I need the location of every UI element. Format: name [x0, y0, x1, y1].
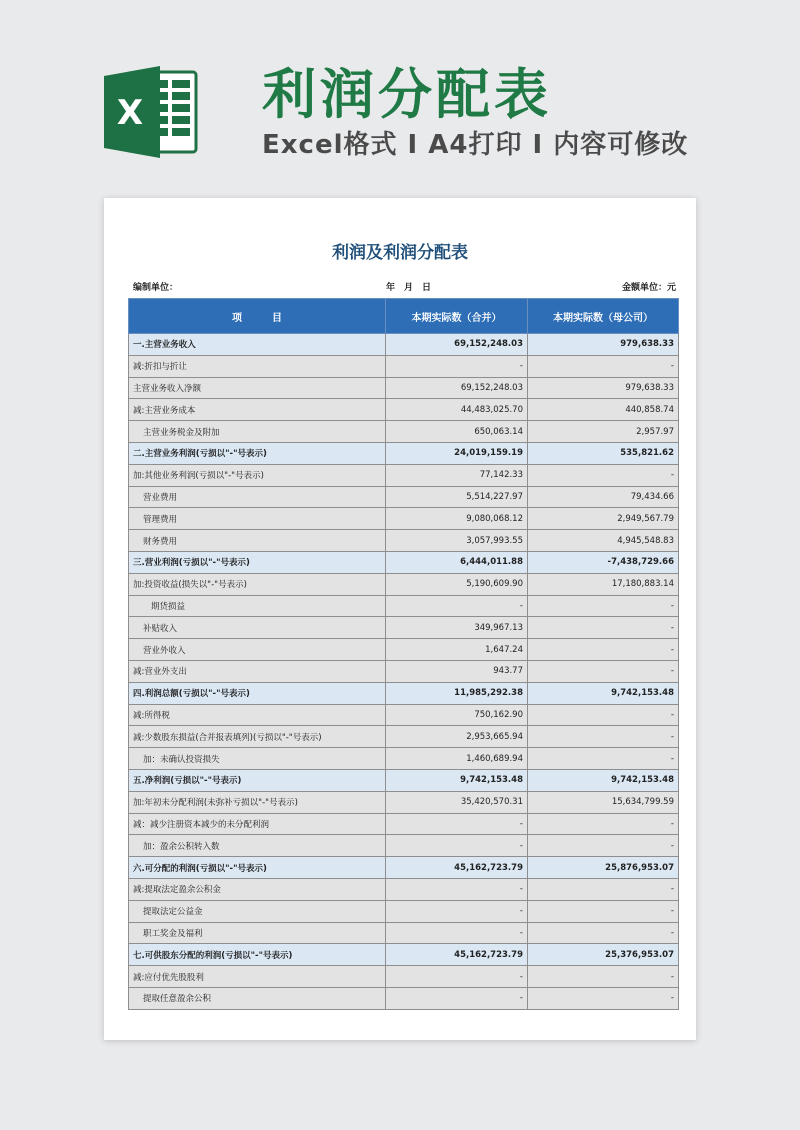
table-row	[129, 987, 679, 1009]
consolidated-value: 650,063.14	[386, 421, 528, 443]
parent-value: 979,638.33	[528, 334, 679, 356]
header-parent: 本期实际数（母公司）	[528, 299, 679, 334]
parent-value: -	[528, 813, 679, 835]
consolidated-value: 44,483,025.70	[386, 399, 528, 421]
table-row	[129, 966, 679, 988]
banner-title: 利润分配表	[262, 63, 552, 126]
parent-value: 25,376,953.07	[528, 944, 679, 966]
row-label: 减：减少注册资本减少的未分配利润	[129, 813, 386, 835]
row-label: 提取法定公益金	[129, 900, 386, 922]
parent-value: 535,821.62	[528, 442, 679, 464]
compiling-unit-label: 编制单位：	[133, 283, 179, 293]
row-label: 营业外收入	[129, 639, 386, 661]
row-label: 一.主营业务收入	[129, 334, 386, 356]
consolidated-value: 5,514,227.97	[386, 486, 528, 508]
row-label: 职工奖金及福利	[129, 922, 386, 944]
row-label: 加：盈余公积转入数	[129, 835, 386, 857]
parent-value: -	[528, 900, 679, 922]
parent-value: -	[528, 639, 679, 661]
header-item: 项 目	[129, 299, 386, 334]
table-row	[129, 769, 679, 791]
consolidated-value: -	[386, 966, 528, 988]
row-label: 三.营业利润(亏损以"-"号表示)	[129, 551, 386, 573]
consolidated-value: 24,019,159.19	[386, 442, 528, 464]
table-row	[129, 399, 679, 421]
consolidated-value: -	[386, 835, 528, 857]
table-row	[129, 726, 679, 748]
table-row	[129, 944, 679, 966]
table-row	[129, 639, 679, 661]
parent-value: -7,438,729.66	[528, 551, 679, 573]
consolidated-value: -	[386, 595, 528, 617]
table-row	[129, 551, 679, 573]
row-label: 加:其他业务利润(亏损以"-"号表示)	[129, 464, 386, 486]
parent-value: 15,634,799.59	[528, 791, 679, 813]
consolidated-value: 1,647.24	[386, 639, 528, 661]
parent-value: 17,180,883.14	[528, 573, 679, 595]
logo-letter: X	[116, 93, 144, 133]
consolidated-value: -	[386, 900, 528, 922]
row-label: 加:年初未分配利润(未弥补亏损以"-"号表示)	[129, 791, 386, 813]
consolidated-value: 6,444,011.88	[386, 551, 528, 573]
parent-value: -	[528, 704, 679, 726]
consolidated-value: -	[386, 878, 528, 900]
table-header-row	[129, 299, 679, 334]
parent-value: 4,945,548.83	[528, 530, 679, 552]
parent-value: -	[528, 355, 679, 377]
table-row	[129, 486, 679, 508]
banner-subtitle: Excel格式 Ⅰ A4打印 Ⅰ 内容可修改	[262, 130, 689, 160]
header-consolidated: 本期实际数（合并）	[386, 299, 528, 334]
parent-value: 2,949,567.79	[528, 508, 679, 530]
consolidated-value: -	[386, 813, 528, 835]
currency-unit-label: 金额单位：元	[621, 283, 676, 293]
row-label: 五.净利润(亏损以"-"号表示)	[129, 769, 386, 791]
row-label: 管理费用	[129, 508, 386, 530]
consolidated-value: -	[386, 987, 528, 1009]
consolidated-value: 1,460,689.94	[386, 748, 528, 770]
row-label: 加：未确认投资损失	[129, 748, 386, 770]
parent-value: 2,957.97	[528, 421, 679, 443]
table-row	[129, 900, 679, 922]
parent-value: 9,742,153.48	[528, 682, 679, 704]
parent-value: -	[528, 966, 679, 988]
table-row	[129, 682, 679, 704]
table-row	[129, 813, 679, 835]
consolidated-value: 45,162,723.79	[386, 944, 528, 966]
table-row	[129, 857, 679, 879]
table-row	[129, 660, 679, 682]
parent-value: -	[528, 922, 679, 944]
table-row	[129, 530, 679, 552]
consolidated-value: 11,985,292.38	[386, 682, 528, 704]
row-label: 四.利润总额(亏损以"-"号表示)	[129, 682, 386, 704]
parent-value: 979,638.33	[528, 377, 679, 399]
parent-value: -	[528, 464, 679, 486]
row-label: 加:投资收益(损失以"-"号表示)	[129, 573, 386, 595]
row-label: 营业费用	[129, 486, 386, 508]
row-label: 补贴收入	[129, 617, 386, 639]
consolidated-value: 943.77	[386, 660, 528, 682]
row-label: 减:营业外支出	[129, 660, 386, 682]
consolidated-value: 750,162.90	[386, 704, 528, 726]
table-row	[129, 442, 679, 464]
row-label: 提取任意盈余公积	[129, 987, 386, 1009]
consolidated-value: 35,420,570.31	[386, 791, 528, 813]
excel-logo-icon	[104, 64, 200, 160]
consolidated-value: -	[386, 355, 528, 377]
date-label: 年 月 日	[386, 283, 432, 293]
row-label: 二.主营业务利润(亏损以"-"号表示)	[129, 442, 386, 464]
row-label: 减:应付优先股股利	[129, 966, 386, 988]
table-row	[129, 334, 679, 356]
table-row	[129, 573, 679, 595]
table-row	[129, 617, 679, 639]
consolidated-value: 45,162,723.79	[386, 857, 528, 879]
parent-value: 25,876,953.07	[528, 857, 679, 879]
table-row	[129, 922, 679, 944]
table-row	[129, 704, 679, 726]
consolidated-value: 2,953,665.94	[386, 726, 528, 748]
consolidated-value: 77,142.33	[386, 464, 528, 486]
consolidated-value: -	[386, 922, 528, 944]
row-label: 主营业务税金及附加	[129, 421, 386, 443]
table-row	[129, 835, 679, 857]
table-row	[129, 878, 679, 900]
document-title: 利润及利润分配表	[332, 243, 468, 263]
parent-value: -	[528, 987, 679, 1009]
parent-value: 9,742,153.48	[528, 769, 679, 791]
table-row	[129, 508, 679, 530]
table-row	[129, 748, 679, 770]
consolidated-value: 9,080,068.12	[386, 508, 528, 530]
parent-value: -	[528, 595, 679, 617]
parent-value: -	[528, 835, 679, 857]
document-page	[104, 198, 696, 1040]
consolidated-value: 69,152,248.03	[386, 377, 528, 399]
row-label: 减:折扣与折让	[129, 355, 386, 377]
row-label: 减:所得税	[129, 704, 386, 726]
table-row	[129, 464, 679, 486]
table-row	[129, 791, 679, 813]
row-label: 七.可供股东分配的利润(亏损以"-"号表示)	[129, 944, 386, 966]
parent-value: -	[528, 878, 679, 900]
table-row	[129, 421, 679, 443]
row-label: 减:提取法定盈余公积金	[129, 878, 386, 900]
consolidated-value: 69,152,248.03	[386, 334, 528, 356]
row-label: 减:少数股东损益(合并报表填列)(亏损以"-"号表示)	[129, 726, 386, 748]
consolidated-value: 9,742,153.48	[386, 769, 528, 791]
table-row	[129, 377, 679, 399]
parent-value: -	[528, 726, 679, 748]
consolidated-value: 349,967.13	[386, 617, 528, 639]
parent-value: -	[528, 660, 679, 682]
row-label: 减:主营业务成本	[129, 399, 386, 421]
parent-value: 440,858.74	[528, 399, 679, 421]
row-label: 财务费用	[129, 530, 386, 552]
parent-value: -	[528, 748, 679, 770]
consolidated-value: 3,057,993.55	[386, 530, 528, 552]
profit-distribution-table	[128, 298, 679, 1010]
table-row	[129, 355, 679, 377]
parent-value: -	[528, 617, 679, 639]
row-label: 期货损益	[129, 595, 386, 617]
row-label: 主营业务收入净额	[129, 377, 386, 399]
parent-value: 79,434.66	[528, 486, 679, 508]
consolidated-value: 5,190,609.90	[386, 573, 528, 595]
table-row	[129, 595, 679, 617]
row-label: 六.可分配的利润(亏损以"-"号表示)	[129, 857, 386, 879]
